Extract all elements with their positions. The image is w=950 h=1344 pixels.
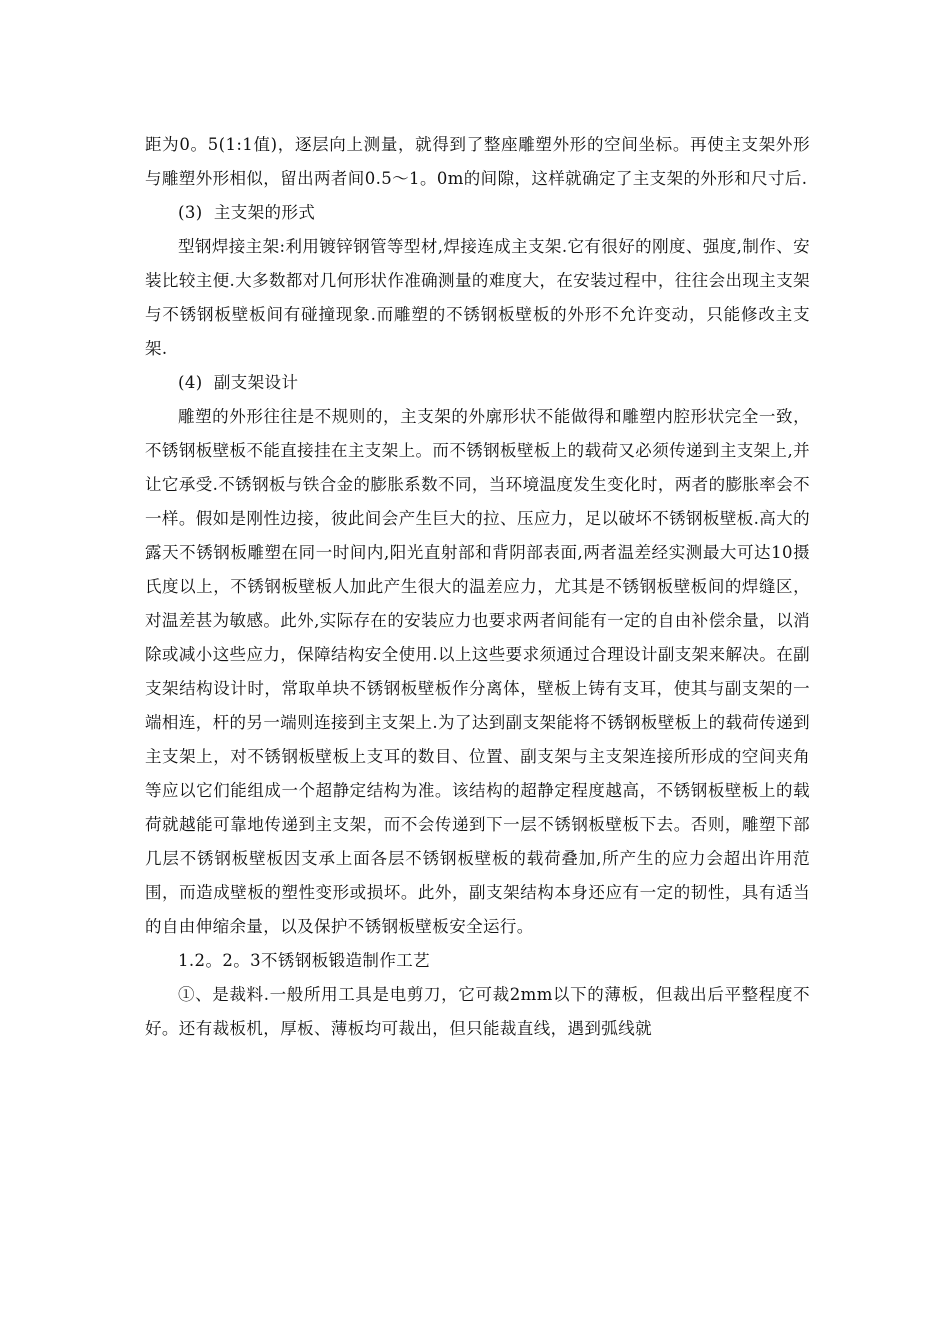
paragraph-main-frame-form: 型钢焊接主架:利用镀锌钢管等型材,焊接连成主支架.它有很好的刚度、强度,制作、安装比较主便.大多数都对几何形状作准确测量的难度大，在安装过程中，往往会出现主支架与不锈钢板壁板间有碰撞现象.而雕塑的不锈钢板壁板的外形不允许变动，只能修改主支架. [145, 237, 810, 358]
document-body [145, 128, 810, 1046]
section-heading-sub-frame-design: (4) 副支架设计 [178, 373, 299, 392]
section-heading-forging-process: 1.2。2。3不锈钢板锻造制作工艺 [178, 951, 431, 970]
paragraph-cutting: ①、是裁料.一般所用工具是电剪刀，它可裁2mm以下的薄板，但裁出后平整程度不好。还有裁板机，厚板、薄板均可裁出，但只能裁直线，遇到弧线就 [145, 985, 810, 1038]
paragraph-continued: 距为0。5(1:1值)，逐层向上测量，就得到了整座雕塑外形的空间坐标。再使主支架外形与雕塑外形相似，留出两者间0.5～1。0m的间隙，这样就确定了主支架的外形和尺寸后. [145, 135, 810, 188]
section-heading-main-frame-form: (3) 主支架的形式 [178, 203, 316, 222]
paragraph-sub-frame-design: 雕塑的外形往往是不规则的，主支架的外廓形状不能做得和雕塑内腔形状完全一致，不锈钢板壁板不能直接挂在主支架上。而不锈钢板壁板上的载荷又必须传递到主支架上,并让它承受.不锈钢板与铁合金的膨胀系数不同，当环境温度发生变化时，两者的膨胀率会不一样。假如是刚性边接，彼此间会产生巨大的拉、压应力，足以破坏不锈钢板壁板.高大的露天不锈钢板雕塑在同一时间内,阳光直射部和背阴部表面,两者温差经实测最大可达10摄氏度以上，不锈钢板壁板人加此产生很大的温差应力，尤其是不锈钢板壁板间的焊缝区，对温差甚为敏感。此外,实际存在的安装应力也要求两者间能有一定的自由补偿余量，以消除或减小这些应力，保障结构安全使用.以上这些要求须通过合理设计副支架来解决。在副支架结构设计时，常取单块不锈钢板壁板作分离体，壁板上铸有支耳，使其与副支架的一端相连，杆的另一端则连接到主支架上.为了达到副支架能将不锈钢板壁板上的载荷传递到主支架上，对不锈钢板壁板上支耳的数目、位置、副支架与主支架连接所形成的空间夹角等应以它们能组成一个超静定结构为准。该结构的超静定程度越高，不锈钢板壁板上的载荷就越能可靠地传递到主支架，而不会传递到下一层不锈钢板壁板下去。否则，雕塑下部几层不锈钢板壁板因支承上面各层不锈钢板壁板的载荷叠加,所产生的应力会超出许用范围，而造成壁板的塑性变形或损坏。此外，副支架结构本身还应有一定的韧性，具有适当的自由伸缩余量，以及保护不锈钢板壁板安全运行。 [145, 407, 810, 936]
